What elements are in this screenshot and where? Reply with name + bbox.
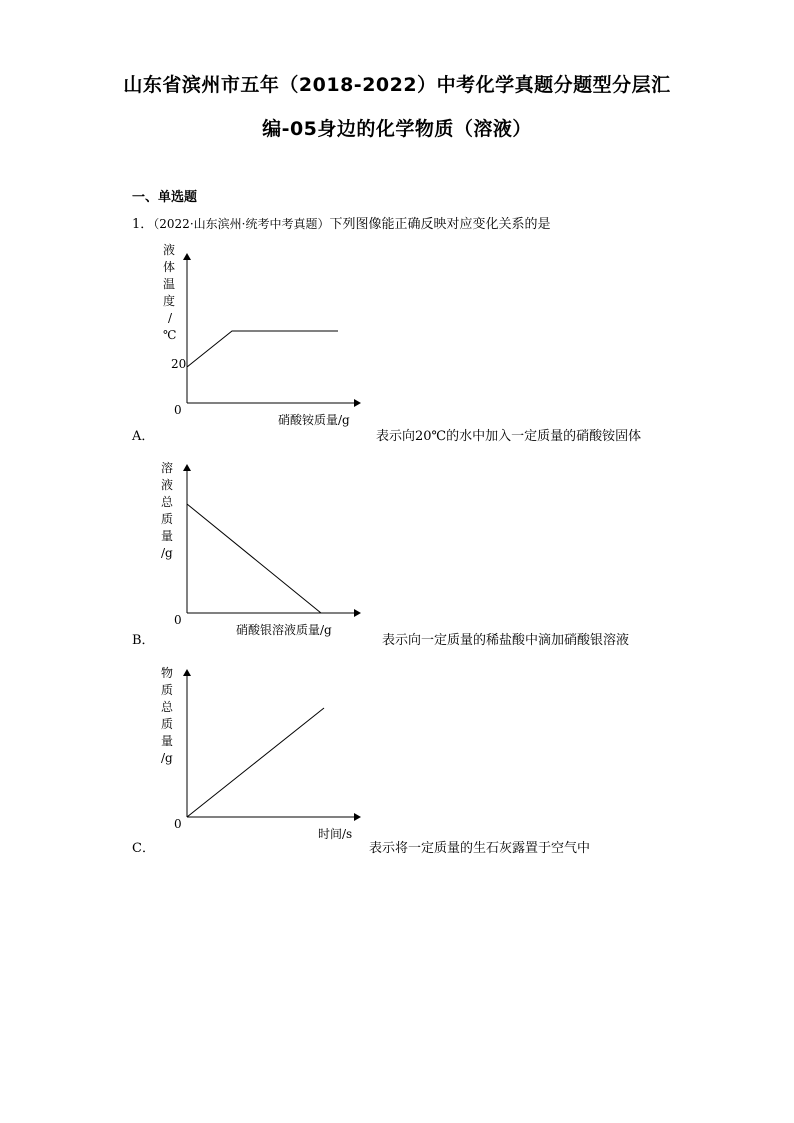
option-c-description: 表示将一定质量的生石灰露置于空气中 bbox=[369, 841, 591, 856]
x-axis-label: 硝酸银溶液质量/g bbox=[236, 623, 332, 637]
y-axis-label-char: /g bbox=[161, 751, 173, 765]
y-axis-label-char: 量 bbox=[161, 734, 174, 748]
y-axis-label-char: / bbox=[168, 311, 173, 325]
y-axis-label-char: 液 bbox=[161, 478, 174, 492]
section-heading: 一、单选题 bbox=[132, 190, 198, 205]
x-axis-label: 时间/s bbox=[318, 827, 353, 841]
origin-label: 0 bbox=[174, 817, 182, 831]
x-axis-label: 硝酸铵质量/g bbox=[278, 413, 350, 427]
y-axis-label-char: 量 bbox=[161, 529, 174, 543]
question-number: 1． bbox=[132, 217, 154, 232]
y-axis-label-char: 质 bbox=[161, 512, 174, 526]
graph-option-a bbox=[150, 240, 380, 440]
y-axis-label-char: 总 bbox=[161, 495, 174, 509]
y-axis-label-char: /g bbox=[161, 546, 173, 560]
y-axis-label-char: 溶 bbox=[161, 461, 174, 475]
y-axis-label-char: 体 bbox=[163, 260, 176, 274]
y-axis-label-char: 质 bbox=[161, 717, 174, 731]
y-axis-label-char: 温 bbox=[163, 277, 176, 291]
option-a-description: 表示向20℃的水中加入一定质量的硝酸铵固体 bbox=[376, 429, 642, 444]
graph-option-b bbox=[150, 455, 380, 655]
option-b-label: B． bbox=[132, 633, 155, 648]
question-1 bbox=[132, 213, 550, 232]
curve-temperature bbox=[187, 331, 338, 367]
y-axis-label-char: 液 bbox=[163, 243, 176, 257]
document-title-line1: 山东省滨州市五年（2018-2022）中考化学真题分题型分层汇 bbox=[123, 74, 671, 96]
document-title-line2: 编-05身边的化学物质（溶液） bbox=[262, 118, 532, 140]
question-source: （2022·山东滨州·统考中考真题） bbox=[153, 217, 330, 231]
origin-label: 0 bbox=[174, 613, 182, 627]
option-b-description: 表示向一定质量的稀盐酸中滴加硝酸银溶液 bbox=[382, 633, 630, 648]
question-text: 下列图像能正确反映对应变化关系的是 bbox=[329, 217, 551, 232]
y-axis-label-char: ℃ bbox=[163, 328, 177, 342]
y-tick-label: 20 bbox=[171, 357, 187, 371]
y-axis-label-char: 物 bbox=[161, 666, 174, 680]
curve-solution-mass bbox=[187, 504, 321, 613]
graph-option-c bbox=[150, 660, 380, 860]
y-axis-label-char: 质 bbox=[161, 683, 174, 697]
option-c-label: C． bbox=[132, 841, 155, 856]
y-axis-label-char: 度 bbox=[163, 294, 176, 308]
origin-label: 0 bbox=[174, 403, 182, 417]
option-a-label: A． bbox=[132, 429, 155, 444]
curve-substance-mass bbox=[187, 708, 324, 817]
y-axis-label-char: 总 bbox=[161, 700, 174, 714]
